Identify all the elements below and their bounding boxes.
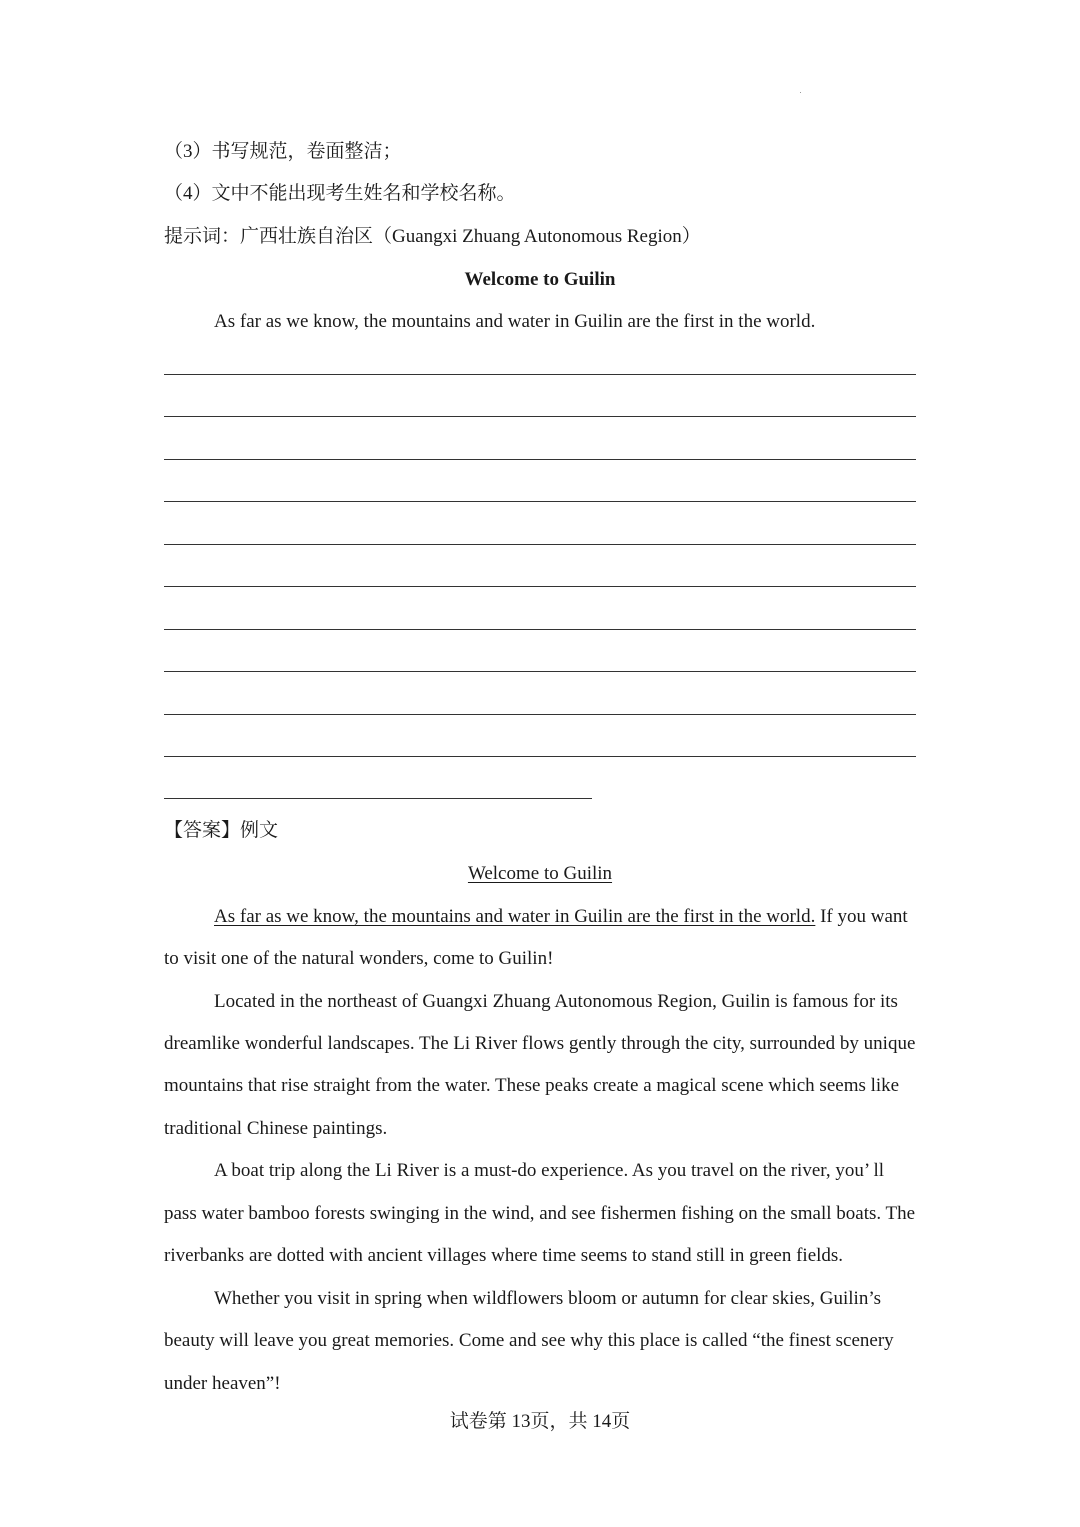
- writing-line: [164, 416, 916, 417]
- question-title: Welcome to Guilin: [464, 269, 616, 290]
- writing-line: [164, 586, 916, 587]
- writing-line-short: [164, 798, 592, 799]
- answer-title: [0, 862, 1080, 886]
- answer-p2-line1: Located in the northeast of Guangxi Zhuang Autonomous Region, Guilin is famous for its: [214, 991, 898, 1012]
- answer-p1-line2: to visit one of the natural wonders, come to Guilin!: [164, 948, 554, 969]
- answer-p2-line2: dreamlike wonderful landscapes. The Li River flows gently through the city, surrounded by unique: [164, 1033, 916, 1054]
- answer-p3-line2: pass water bamboo forests swinging in the wind, and see fishermen fishing on the small boats. The: [164, 1203, 916, 1224]
- writing-line: [164, 671, 916, 672]
- answer-p3-line1: A boat trip along the Li River is a must-do experience. As you travel on the river, you’ ll: [214, 1160, 885, 1181]
- question-opening-sentence: As far as we know, the mountains and water in Guilin are the first in the world.: [214, 311, 816, 332]
- answer-p4-line2: beauty will leave you great memories. Come and see why this place is called “the finest scenery: [164, 1330, 894, 1351]
- answer-p2-line3: mountains that rise straight from the water. These peaks create a magical scene which seems like: [164, 1075, 900, 1096]
- requirement-4: （4）文中不能出现考生姓名和学校名称。: [164, 183, 516, 204]
- answer-p1-line1: [214, 905, 908, 929]
- requirement-3: （3）书写规范，卷面整洁；: [164, 141, 402, 162]
- writing-line: [164, 501, 916, 502]
- writing-line: [164, 374, 916, 375]
- scan-dot: [800, 92, 801, 93]
- page-footer: 试卷第 13页，共 14页: [449, 1411, 631, 1432]
- answer-title-text: Welcome to Guilin: [467, 863, 613, 884]
- answer-p1-rest: If you want: [815, 906, 908, 927]
- writing-line: [164, 714, 916, 715]
- answer-p2-line4: traditional Chinese paintings.: [164, 1118, 388, 1139]
- writing-line: [164, 629, 916, 630]
- writing-line: [164, 544, 916, 545]
- answer-p3-line3: riverbanks are dotted with ancient villages where time seems to stand still in green fields.: [164, 1245, 844, 1266]
- hint-text: 提示词：广西壮族自治区（Guangxi Zhuang Autonomous Region）: [164, 226, 701, 247]
- answer-p4-line3: under heaven”!: [164, 1373, 281, 1394]
- answer-p1-underlined: As far as we know, the mountains and water in Guilin are the first in the world.: [214, 906, 816, 927]
- writing-line: [164, 459, 916, 460]
- writing-line: [164, 756, 916, 757]
- answer-label: 【答案】例文: [164, 820, 279, 841]
- answer-p4-line1: Whether you visit in spring when wildflowers bloom or autumn for clear skies, Guilin’s: [214, 1288, 881, 1309]
